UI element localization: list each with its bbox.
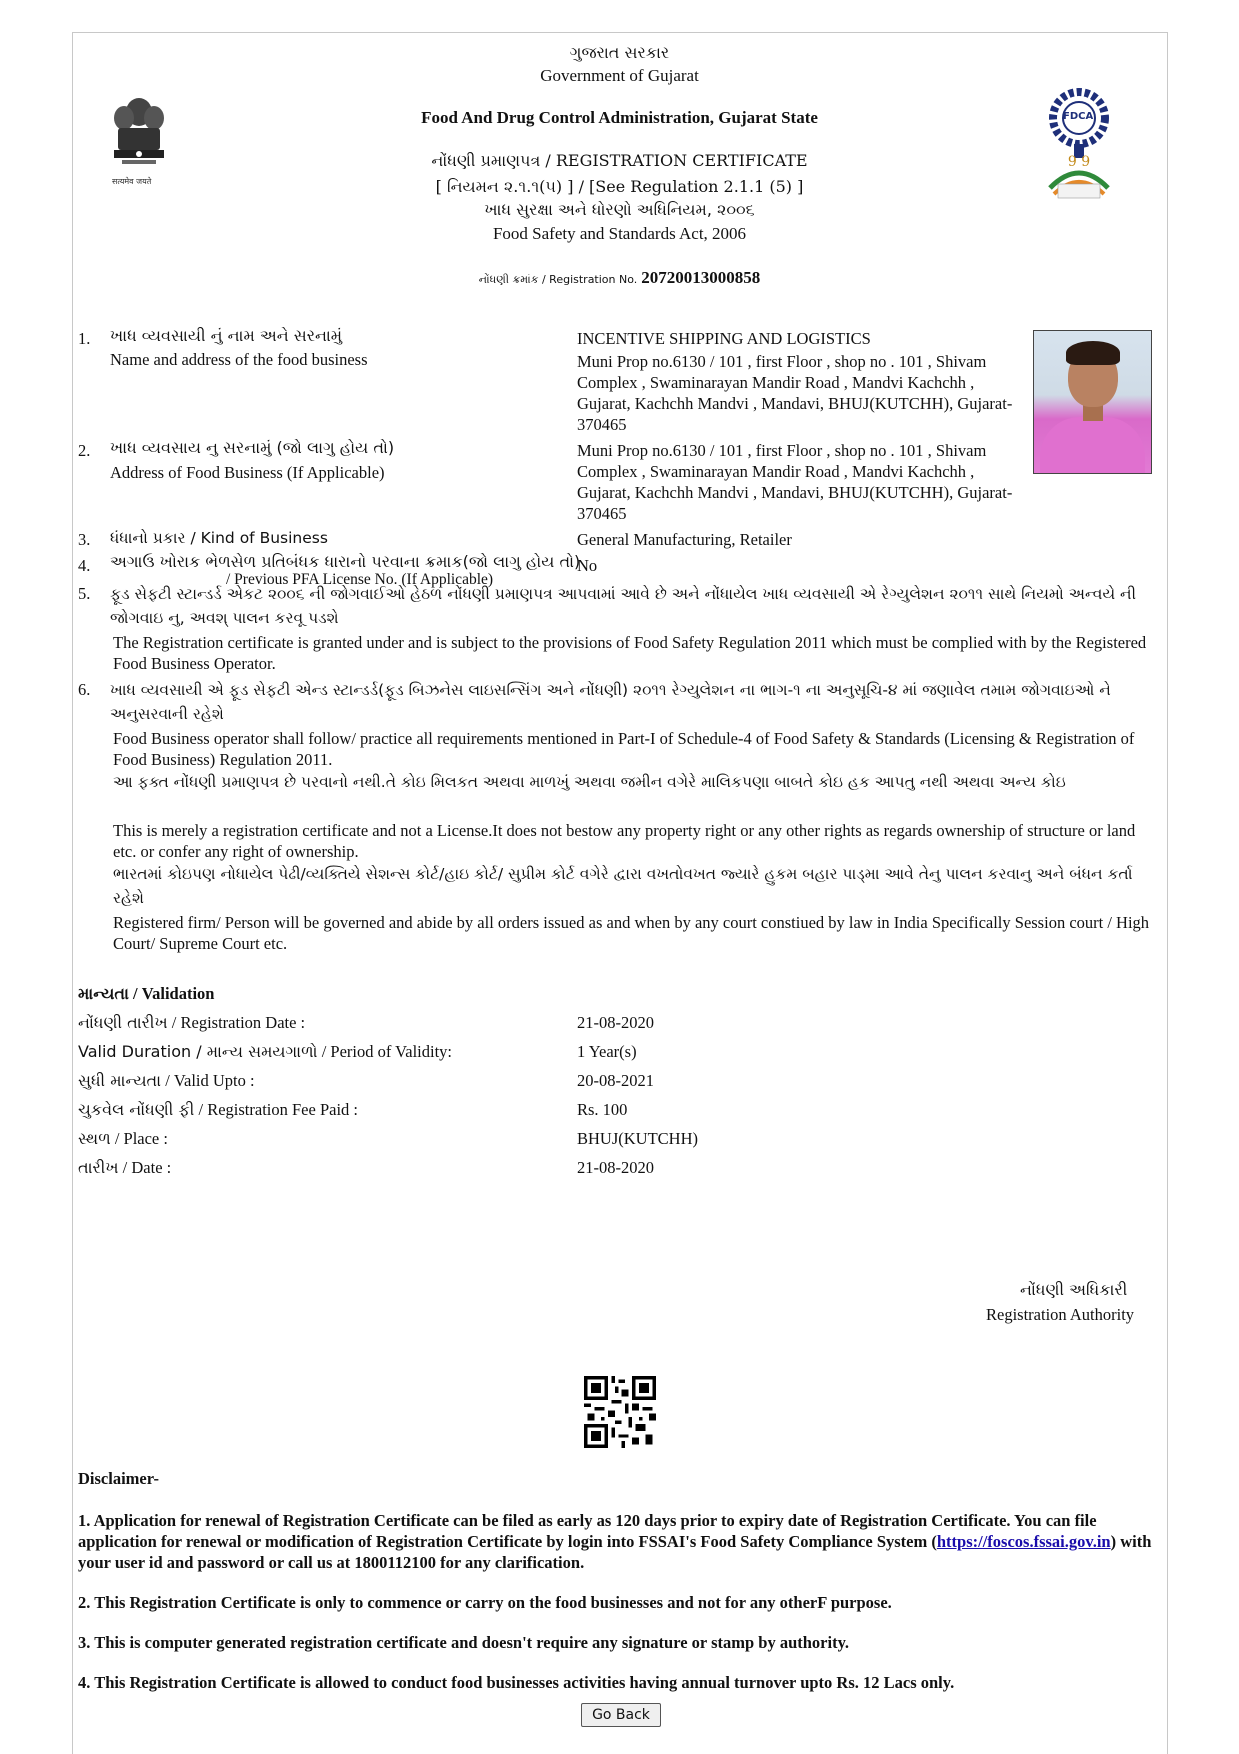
item-4-label-gu: અગાઉ ખોરાક ભેળસેળ પ્રતિબંધક ધારાનો પરવાના ક્રમાક(જો લાગુ હોય તો) — [110, 552, 581, 571]
item-5-number: 5. — [78, 584, 91, 603]
item-3-number: 3. — [78, 530, 91, 549]
kind-of-business-value: General Manufacturing, Retailer — [577, 530, 792, 549]
applicant-photo — [1033, 330, 1152, 474]
foscos-link[interactable]: https://foscos.fssai.gov.in — [936, 1532, 1111, 1551]
date-label: તારીખ / Date : — [78, 1158, 172, 1177]
item-6-text-gu-3: ભારતમાં કોઇપણ નોધાયેલ પેઢી/વ્યક્તિયે સેશન્સ કોર્ટ/હાઇ કોર્ટ/ સુપ્રીમ કોર્ટ વગેરે દ્વારા વખતોવખત જ્યારે હુકમ બહાર પાડ્મા આવે તેનુ પાલન કરવાનુ અને બંધન કર્તા રહેશે — [113, 865, 1133, 907]
item-5-text-gu: ફૂડ સેફટી સ્ટાન્ડર્ડ એકટ ૨૦૦૬ ની જોગવાઈઓ હેઠળ નોંધણી પ્રમાણપત્ર આપવામાં આવે છે અને નોંધાયેલ ખાધ વ્યવસાયી એ રેગ્યુલેશન ૨૦૧૧ સાથે નિયમો અન્વયે ની જોગવાઇ નુ, અવશ્ પાલન કરવૂ પડશે — [110, 585, 1137, 627]
registration-date-value: 21-08-2020 — [577, 1013, 654, 1032]
disclaimer-point-3: 3. This is computer generated registration certificate and doesn't require any signature or stamp by authority. — [78, 1633, 850, 1652]
item-6-number: 6. — [78, 680, 91, 699]
emblem-caption: सत्यमेव जयते — [112, 177, 152, 186]
authority-gu: નોંધણી અધિકારી — [1020, 1280, 1128, 1299]
place-value: BHUJ(KUTCHH) — [577, 1129, 698, 1148]
gov-title-en: Government of Gujarat — [540, 66, 699, 85]
disclaimer-point-1: 1. Application for renewal of Registration Certificate can be filed as early as 120 days prior to expiry date of Registration Certificate. You can file application for renewal or modification of Registration Certificate by login into FSSAI's Food Safety Compliance System (https://foscos.fssai.gov.in) with your user id and password or call us at 1800112100 for any clarification. — [78, 1511, 1152, 1572]
item-1-number: 1. — [78, 329, 91, 348]
item-4-label-en: / Previous PFA License No. (If Applicable) — [226, 571, 494, 588]
item-2-number: 2. — [78, 441, 91, 460]
authority-en: Registration Authority — [986, 1305, 1135, 1324]
food-business-name: INCENTIVE SHIPPING AND LOGISTICS — [577, 329, 871, 348]
registration-fee-value: Rs. 100 — [577, 1100, 628, 1119]
registration-fee-label: ચુકવેલ નોંધણી ફી / Registration Fee Paid : — [78, 1100, 358, 1119]
disclaimer-heading: Disclaimer- — [78, 1469, 159, 1488]
act-title-gu: ખાધ સુરક્ષા અને ધોરણો અધિનિયમ, ૨૦૦૬ — [484, 200, 755, 219]
date-value: 21-08-2020 — [577, 1158, 654, 1177]
item-1-label-gu: ખાધ વ્યવસાયી નું નામ અને સરનામું — [110, 326, 343, 345]
reg-no-label: નોંધણી ક્રમાંક / Registration No. — [478, 273, 638, 286]
business-premises-address: Muni Prop no.6130 / 101 , first Floor , shop no . 101 , Shivam Complex , Swaminarayan Mandir Road , Mandvi Kachchh , Gujarat, Kachchh Mandvi , Mandavi, BHUJ(KUTCHH), Gujarat-370465 — [577, 441, 1013, 523]
item-6-text-gu-1: ખાધ વ્યવસાયી એ ફૂડ સેફટી એન્ડ સ્ટાન્ડર્ડ(ફૂડ બિઝનેસ લાઇસન્સિંગ અને નોંધણી) ૨૦૧૧ રેગ્યુલેશન ના ભાગ-૧ ના અનુસૂચિ-૪ માં જણાવેલ તમામ જોગવાઇઓ ને અનુસરવાની રહેશે — [110, 681, 1111, 723]
item-6-text-gu-2: આ ફક્ત નોંધણી પ્રમાણપત્ર છે પરવાનો નથી.તે કોઇ મિલકત અથવા માળખું અથવા જમીન વગેરે માલિકપણા બાબતે કોઇ હક આપતુ નથી અથવા અન્ય કોઇ — [113, 773, 1066, 791]
registration-number-line — [0, 268, 1239, 288]
svg-text:9 9: 9 9 — [1067, 154, 1091, 170]
valid-upto-label: સુધી માન્યતા / Valid Upto : — [78, 1071, 255, 1090]
item-4-number: 4. — [78, 556, 91, 575]
item-2-label-en: Address of Food Business (If Applicable) — [110, 463, 385, 482]
gov-title-gu: ગુજરાત સરકાર — [569, 43, 670, 62]
cert-title: નોંધણી પ્રમાણપત્ર / REGISTRATION CERTIFICATE — [431, 151, 808, 170]
place-label: સ્થળ / Place : — [78, 1129, 168, 1148]
go-back-button[interactable]: Go Back — [581, 1703, 661, 1727]
registration-date-label: નોંધણી તારીખ / Registration Date : — [78, 1013, 306, 1032]
fdca-logo-text: FDCA — [1063, 111, 1094, 122]
food-business-address: Muni Prop no.6130 / 101 , first Floor , shop no . 101 , Shivam Complex , Swaminarayan Mandir Road , Mandvi Kachchh , Gujarat, Kachchh Mandvi , Mandavi, BHUJ(KUTCHH), Gujarat-370465 — [577, 352, 1013, 434]
item-2-label-gu: ખાધ વ્યવસાય નુ સરનામું (જો લાગુ હોય તો) — [110, 438, 395, 457]
disclaimer-point-4: 4. This Registration Certificate is allowed to conduct food businesses activities having annual turnover upto Rs. 12 Lacs only. — [78, 1673, 955, 1692]
item-1-label-en: Name and address of the food business — [110, 350, 368, 369]
item-3-label: ધંધાનો પ્રકાર / Kind of Business — [110, 529, 328, 547]
reg-no-value: 20720013000858 — [641, 268, 761, 287]
dept-title: Food And Drug Control Administration, Gujarat State — [421, 108, 818, 127]
previous-pfa-license-value: No — [577, 556, 598, 575]
item-6-text-en-1: Food Business operator shall follow/ practice all requirements mentioned in Part-I of Schedule-4 of Food Safety & Standards (Licensing & Registration of Food Business) Regulation 2011. — [113, 729, 1135, 769]
item-6-text-en-2: This is merely a registration certificate and not a License.It does not bestow any property right or any other rights as regards ownership of structure or land etc. or confer any right of ownership. — [113, 821, 1136, 861]
act-title-en: Food Safety and Standards Act, 2006 — [492, 224, 747, 243]
valid-upto-value: 20-08-2021 — [577, 1071, 654, 1090]
regulation-ref: [ નિયમન ૨.૧.૧(૫) ] / [See Regulation 2.1.1 (5) ] — [435, 177, 804, 196]
qr-code-icon — [584, 1376, 656, 1448]
period-of-validity-value: 1 Year(s) — [577, 1042, 637, 1061]
validation-heading: માન્યતા / Validation — [78, 984, 215, 1003]
period-of-validity-label: Valid Duration / માન્ય સમયગાળો / Period of Validity: — [78, 1042, 453, 1061]
disclaimer-point-2: 2. This Registration Certificate is only to commence or carry on the food businesses and not for any otherF purpose. — [78, 1593, 892, 1612]
item-6-text-en-3: Registered firm/ Person will be governed and abide by all orders issued as and when by any court constiued by law in India Specifically Session court / High Court/ Supreme Court etc. — [113, 913, 1150, 953]
item-5-text-en: The Registration certificate is granted under and is subject to the provisions of Food Safety Regulation 2011 which must be complied with by the Registered Food Business Operator. — [113, 633, 1147, 673]
